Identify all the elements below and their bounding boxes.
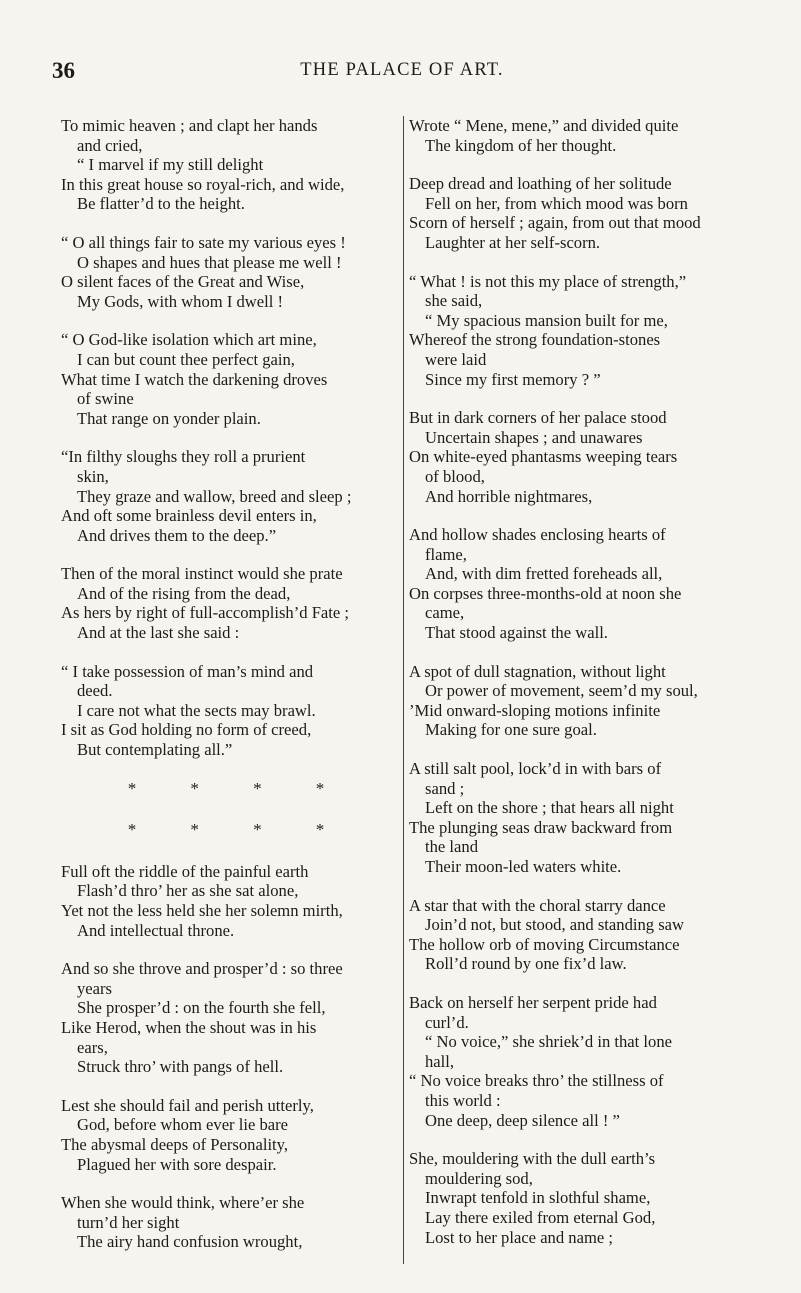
poem-line: To mimic heaven ; and clapt her hands bbox=[61, 116, 318, 135]
stanza bbox=[61, 1193, 401, 1252]
stanza bbox=[61, 564, 401, 642]
poem-line: “ I marvel if my still delight bbox=[77, 155, 264, 175]
right-column bbox=[409, 116, 753, 1266]
stanza bbox=[409, 116, 753, 155]
poem-line: As hers by right of full-accomplish’d Fate ; bbox=[61, 603, 350, 623]
poem-line: she said, bbox=[425, 291, 483, 311]
asterisk: * bbox=[315, 778, 325, 798]
left-column bbox=[61, 116, 401, 1271]
poem-line: The hollow orb of moving Circumstance bbox=[409, 934, 680, 954]
asterisk: * bbox=[190, 778, 199, 798]
stanza bbox=[409, 408, 753, 506]
poem-line: Wrote “ Mene, mene,” and divided quite bbox=[409, 116, 679, 135]
poem-line: came, bbox=[425, 603, 465, 623]
poem-line: I sit as God holding no form of creed, bbox=[61, 720, 312, 740]
stanza bbox=[409, 174, 753, 252]
stanza bbox=[409, 1149, 753, 1247]
poem-line: of swine bbox=[77, 389, 134, 409]
poem-line: Yet not the less held she her solemn mirth, bbox=[61, 901, 343, 920]
poem-line: God, before whom ever lie bare bbox=[77, 1115, 289, 1135]
asterisk: * bbox=[190, 820, 199, 840]
poem-line: But contemplating all.” bbox=[77, 740, 233, 760]
poem-line: Or power of movement, seem’d my soul, bbox=[425, 681, 698, 701]
poem-line: Join’d not, but stood, and standing saw bbox=[425, 915, 685, 935]
stanza bbox=[409, 896, 753, 974]
poem-line: Like Herod, when the shout was in his bbox=[61, 1017, 317, 1037]
poem-line: “ No voice breaks thro’ the stillness of bbox=[409, 1071, 664, 1091]
asterisk: * bbox=[315, 820, 325, 840]
poem-line: “ What ! is not this my place of strength,” bbox=[409, 271, 687, 291]
poem-line: And drives them to the deep.” bbox=[77, 525, 277, 545]
stanza bbox=[61, 116, 401, 214]
poem-line: What time I watch the darkening droves bbox=[61, 369, 328, 389]
stanza-separator bbox=[126, 820, 326, 840]
poem-line: That range on yonder plain. bbox=[77, 408, 261, 428]
stanza bbox=[61, 959, 401, 1077]
stanza bbox=[409, 759, 753, 877]
poem-line: And at the last she said : bbox=[77, 623, 240, 643]
poem-line: The airy hand confusion wrought, bbox=[77, 1232, 303, 1252]
stanza bbox=[61, 233, 401, 311]
poem-line: Deep dread and loathing of her solitude bbox=[409, 174, 672, 194]
poem-line: of blood, bbox=[425, 466, 485, 486]
poem-line: and cried, bbox=[77, 135, 143, 155]
poem-line: My Gods, with whom I dwell ! bbox=[77, 291, 284, 311]
poem-line: When she would think, where’er she bbox=[61, 1193, 305, 1213]
poem-line: A spot of dull stagnation, without light bbox=[409, 661, 666, 681]
stanza bbox=[61, 862, 401, 940]
poem-line: Struck thro’ with pangs of hell. bbox=[77, 1057, 284, 1077]
poem-line: “ No voice,” she shriek’d in that lone bbox=[425, 1032, 672, 1052]
poem-line: the land bbox=[425, 837, 478, 857]
stanza-separator bbox=[126, 779, 326, 799]
poem-line: I can but count thee perfect gain, bbox=[77, 349, 295, 369]
poem-line: That stood against the wall. bbox=[425, 623, 608, 643]
stanza bbox=[409, 662, 753, 740]
asterisk: * bbox=[127, 778, 137, 798]
poem-line: And hollow shades enclosing hearts of bbox=[409, 525, 666, 545]
poem-line: Their moon-led waters white. bbox=[425, 857, 622, 876]
poem-line: “ My spacious mansion built for me, bbox=[425, 310, 668, 330]
poem-line: skin, bbox=[77, 466, 109, 486]
poem-line: turn’d her sight bbox=[77, 1212, 180, 1232]
poem-line: On white-eyed phantasms weeping tears bbox=[409, 447, 678, 467]
poem-line: were laid bbox=[425, 349, 487, 369]
poem-line: Left on the shore ; that hears all night bbox=[425, 798, 674, 818]
stanza bbox=[61, 330, 401, 428]
stanza bbox=[61, 662, 401, 760]
poem-line: One deep, deep silence all ! ” bbox=[425, 1110, 620, 1130]
poem-line: Whereof the strong foundation-stones bbox=[409, 330, 661, 350]
poem-line: curl’d. bbox=[425, 1012, 469, 1032]
poem-line: flame, bbox=[425, 544, 467, 564]
poem-line: And so she throve and prosper’d : so three bbox=[61, 959, 343, 979]
poem-line: Plagued her with sore despair. bbox=[77, 1154, 277, 1174]
poem-line: Laughter at her self-scorn. bbox=[425, 232, 601, 252]
poem-line: “ I take possession of man’s mind and bbox=[61, 661, 314, 681]
poem-line: Lay there exiled from eternal God, bbox=[425, 1207, 656, 1227]
poem-line: “ O God-like isolation which art mine, bbox=[61, 330, 317, 350]
poem-line: Then of the moral instinct would she prate bbox=[61, 564, 343, 584]
poem-line: mouldering sod, bbox=[425, 1168, 533, 1188]
asterisk: * bbox=[253, 778, 262, 798]
poem-line: Lost to her place and name ; bbox=[425, 1227, 613, 1247]
poem-line: And horrible nightmares, bbox=[425, 486, 593, 506]
poem-line: And oft some brainless devil enters in, bbox=[61, 506, 317, 526]
poem-line: “ O all things fair to sate my various eyes ! bbox=[61, 232, 346, 252]
poem-line: Since my first memory ? ” bbox=[425, 369, 601, 389]
poem-line: years bbox=[77, 978, 113, 998]
poem-line: “In filthy sloughs they roll a prurient bbox=[61, 447, 306, 467]
poem-line: Flash’d thro’ her as she sat alone, bbox=[77, 881, 299, 901]
asterisk: * bbox=[127, 820, 137, 840]
poem-line: this world : bbox=[425, 1090, 501, 1110]
poem-line: Making for one sure goal. bbox=[425, 720, 597, 740]
poem-line: I care not what the sects may brawl. bbox=[77, 700, 316, 720]
poem-line: Roll’d round by one fix’d law. bbox=[425, 954, 627, 974]
poem-line: A still salt pool, lock’d in with bars of bbox=[409, 759, 662, 779]
poem-line: And, with dim fretted foreheads all, bbox=[425, 564, 663, 584]
poem-line: Back on herself her serpent pride had bbox=[409, 992, 657, 1012]
stanza bbox=[409, 272, 753, 390]
stanza bbox=[61, 447, 401, 545]
poem-line: On corpses three-months-old at noon she bbox=[409, 583, 682, 603]
asterisk: * bbox=[253, 820, 262, 840]
poem-line: But in dark corners of her palace stood bbox=[409, 408, 667, 428]
poem-line: Fell on her, from which mood was born bbox=[425, 193, 688, 213]
poem-line: The plunging seas draw backward from bbox=[409, 817, 673, 837]
poem-line: In this great house so royal-rich, and wide, bbox=[61, 174, 345, 194]
poem-line: ’Mid onward-sloping motions infinite bbox=[409, 700, 661, 720]
poem-line: Lest she should fail and perish utterly, bbox=[61, 1095, 314, 1115]
poem-line: hall, bbox=[425, 1051, 455, 1071]
poem-line: She, mouldering with the dull earth’s bbox=[409, 1149, 656, 1169]
stanza bbox=[61, 1096, 401, 1174]
poem-line: The kingdom of her thought. bbox=[425, 135, 617, 155]
poem-line: Uncertain shapes ; and unawares bbox=[425, 427, 643, 447]
page-number: 36 bbox=[52, 58, 75, 83]
poem-line: The abysmal deeps of Personality, bbox=[61, 1134, 289, 1154]
stanza bbox=[409, 525, 753, 643]
column-divider bbox=[403, 116, 404, 1264]
poem-line: sand ; bbox=[425, 778, 465, 798]
poem-line: deed. bbox=[77, 681, 113, 701]
poem-line: ears, bbox=[77, 1037, 108, 1057]
poem-line: And intellectual throne. bbox=[77, 920, 235, 940]
running-title: THE PALACE OF ART. bbox=[300, 60, 504, 80]
poem-line: Full oft the riddle of the painful earth bbox=[61, 861, 309, 881]
poem-line: A star that with the choral starry dance bbox=[409, 895, 666, 915]
page-header bbox=[52, 58, 752, 84]
poem-line: Be flatter’d to the height. bbox=[77, 194, 245, 214]
poem-line: They graze and wallow, breed and sleep ; bbox=[77, 486, 352, 506]
poem-line: And of the rising from the dead, bbox=[77, 583, 291, 603]
poem-line: O silent faces of the Great and Wise, bbox=[61, 272, 305, 292]
poem-line: Scorn of herself ; again, from out that mood bbox=[409, 213, 701, 233]
stanza bbox=[409, 993, 753, 1130]
poem-line: O shapes and hues that please me well ! bbox=[77, 252, 342, 272]
poem-line: Inwrapt tenfold in slothful shame, bbox=[425, 1188, 651, 1208]
poem-line: She prosper’d : on the fourth she fell, bbox=[77, 998, 326, 1018]
